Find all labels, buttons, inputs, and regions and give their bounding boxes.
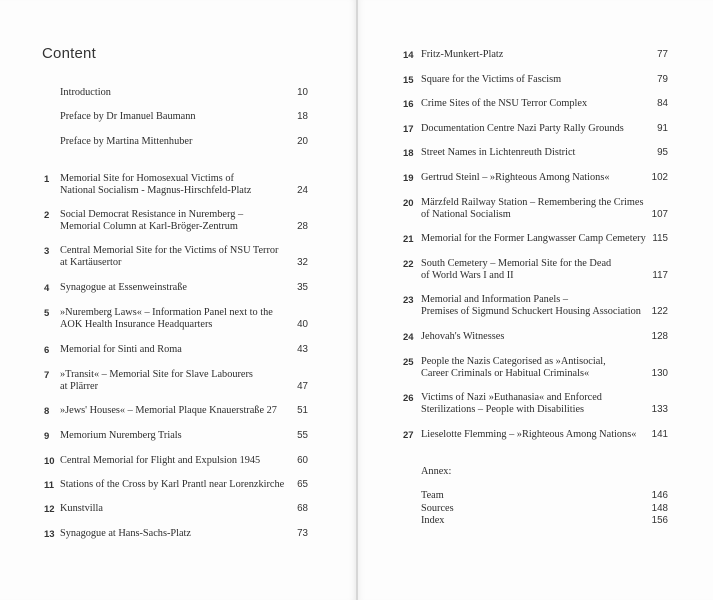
toc-entry-title: Fritz-Munkert-Platz xyxy=(421,49,504,60)
toc-entry-page: 68 xyxy=(297,503,308,514)
toc-entry-number: 2 xyxy=(44,210,50,221)
toc-entry-title: Documentation Centre Nazi Party Rally Grounds xyxy=(421,123,624,134)
toc-entry-title: Central Memorial Site for the Victims of NSU Terror at Kartäusertor xyxy=(60,245,279,268)
toc-entry-title: Social Democrat Resistance in Nuremberg – Memorial Column at Karl-Bröger-Zentrum xyxy=(60,209,244,232)
toc-entry-number: 18 xyxy=(403,148,414,159)
toc-entry-title: People the Nazis Categorised as »Antisocial, Career Criminals or Habitual Criminals« xyxy=(421,356,606,379)
toc-entry-page: 24 xyxy=(297,185,308,196)
toc-entry-page: 20 xyxy=(297,136,308,147)
toc-entry-title: Memorial for the Former Langwasser Camp Cemetery xyxy=(421,233,646,244)
toc-entry-number: 14 xyxy=(403,50,414,61)
toc-entry-title: Index xyxy=(421,515,445,526)
toc-entry-page: 32 xyxy=(297,257,308,268)
toc-entry-number: 10 xyxy=(44,456,55,467)
toc-entry-number: 3 xyxy=(44,246,50,257)
toc-entry-number: 15 xyxy=(403,75,414,86)
toc-entry-page: 133 xyxy=(651,404,668,415)
toc-entry-page: 141 xyxy=(651,429,668,440)
toc-entry-page: 43 xyxy=(297,344,308,355)
toc-entry-title: Central Memorial for Flight and Expulsion 1945 xyxy=(60,455,261,466)
toc-entry-page: 156 xyxy=(651,515,668,526)
toc-entry-page: 35 xyxy=(297,282,308,293)
toc-entry-number: 13 xyxy=(44,529,55,540)
toc-entry-page: 40 xyxy=(297,319,308,330)
toc-entry-title: Sources xyxy=(421,503,454,514)
toc-entry-page: 102 xyxy=(651,172,668,183)
toc-entry-title: Synagogue at Essenweinstraße xyxy=(60,282,187,293)
toc-entry-page: 47 xyxy=(297,381,308,392)
toc-entry-number: 17 xyxy=(403,124,414,135)
toc-entry-number: 23 xyxy=(403,295,414,306)
toc-entry-page: 95 xyxy=(657,147,668,158)
toc-entry-page: 130 xyxy=(651,368,668,379)
toc-entry-page: 117 xyxy=(652,270,668,281)
toc-entry-title: Stations of the Cross by Karl Prantl near Lorenzkirche xyxy=(60,479,285,490)
toc-entry-number: 24 xyxy=(403,332,414,343)
toc-entry-number: 26 xyxy=(403,393,414,404)
toc-entry-page: 122 xyxy=(651,306,668,317)
toc-entry-title: Memorial and Information Panels – Premises of Sigmund Schuckert Housing Association xyxy=(421,294,641,317)
toc-entry-number: 4 xyxy=(44,283,50,294)
toc-entry-page: 77 xyxy=(657,49,668,60)
toc-entry-number: 8 xyxy=(44,406,50,417)
toc-entry-title: Kunstvilla xyxy=(60,503,103,514)
toc-entry-page: 18 xyxy=(297,111,308,122)
toc-entry-number: 19 xyxy=(403,173,414,184)
right-page xyxy=(358,0,713,600)
toc-entry-page: 55 xyxy=(297,430,308,441)
toc-entry-title: Preface by Martina Mittenhuber xyxy=(60,136,193,147)
toc-entry-page: 148 xyxy=(651,503,668,514)
toc-entry-title: Synagogue at Hans-Sachs-Platz xyxy=(60,528,191,539)
toc-entry-page: 79 xyxy=(657,74,668,85)
toc-entry-page: 60 xyxy=(297,455,308,466)
toc-entry-title: Märzfeld Railway Station – Remembering the Crimes of National Socialism xyxy=(421,197,644,220)
toc-entry-page: 28 xyxy=(297,221,308,232)
toc-entry-number: 7 xyxy=(44,370,50,381)
toc-entry-number: 5 xyxy=(44,308,50,319)
toc-entry-title: Gertrud Steinl – »Righteous Among Nations« xyxy=(421,172,610,183)
toc-entry-title: South Cemetery – Memorial Site for the Dead of World Wars I and II xyxy=(421,258,612,281)
toc-entry-page: 107 xyxy=(651,209,668,220)
toc-entry-page: 91 xyxy=(657,123,668,134)
toc-entry-page: 10 xyxy=(297,87,308,98)
toc-entry-title: Introduction xyxy=(60,87,111,98)
page-title: Content xyxy=(42,45,96,62)
toc-entry-page: 51 xyxy=(297,405,308,416)
left-page xyxy=(0,0,356,600)
toc-entry-number: 27 xyxy=(403,430,414,441)
toc-entry-number: 9 xyxy=(44,431,50,442)
toc-entry-title: Preface by Dr Imanuel Baumann xyxy=(60,111,196,122)
toc-entry-number: 16 xyxy=(403,99,414,110)
toc-entry-page: 65 xyxy=(297,479,308,490)
toc-entry-title: Victims of Nazi »Euthanasia« and Enforced Sterilizations – People with Disabilities xyxy=(421,392,602,415)
toc-entry-title: »Jews' Houses« – Memorial Plaque Knauerstraße 27 xyxy=(60,405,277,416)
toc-entry-title: Jehovah's Witnesses xyxy=(421,331,505,342)
toc-entry-number: 1 xyxy=(44,174,50,185)
toc-entry-page: 84 xyxy=(657,98,668,109)
toc-entry-number: 22 xyxy=(403,259,414,270)
toc-entry-number: 25 xyxy=(403,357,414,368)
toc-entry-title: »Transit« – Memorial Site for Slave Labourers at Plärrer xyxy=(60,369,253,392)
toc-entry-title: Crime Sites of the NSU Terror Complex xyxy=(421,98,588,109)
toc-entry-title: Street Names in Lichtenreuth District xyxy=(421,147,576,158)
toc-entry-title: Memorial Site for Homosexual Victims of National Socialism - Magnus-Hirschfeld-Platz xyxy=(60,173,252,196)
toc-entry-number: 6 xyxy=(44,345,50,356)
toc-entry-number: 21 xyxy=(403,234,414,245)
toc-entry-page: 128 xyxy=(651,331,668,342)
toc-entry-number: 11 xyxy=(44,480,55,491)
toc-entry-page: 73 xyxy=(297,528,308,539)
toc-entry-number: 20 xyxy=(403,198,414,209)
annex-label: Annex: xyxy=(421,466,452,477)
toc-entry-title: »Nuremberg Laws« – Information Panel next to the AOK Health Insurance Headquarters xyxy=(60,307,273,330)
toc-entry-title: Square for the Victims of Fascism xyxy=(421,74,562,85)
toc-entry-title: Memorium Nuremberg Trials xyxy=(60,430,182,441)
toc-entry-title: Memorial for Sinti and Roma xyxy=(60,344,182,355)
toc-entry-title: Lieselotte Flemming – »Righteous Among Nations« xyxy=(421,429,637,440)
toc-entry-page: 115 xyxy=(652,233,668,244)
toc-entry-page: 146 xyxy=(651,490,668,501)
toc-entry-title: Team xyxy=(421,490,444,501)
toc-entry-number: 12 xyxy=(44,504,55,515)
